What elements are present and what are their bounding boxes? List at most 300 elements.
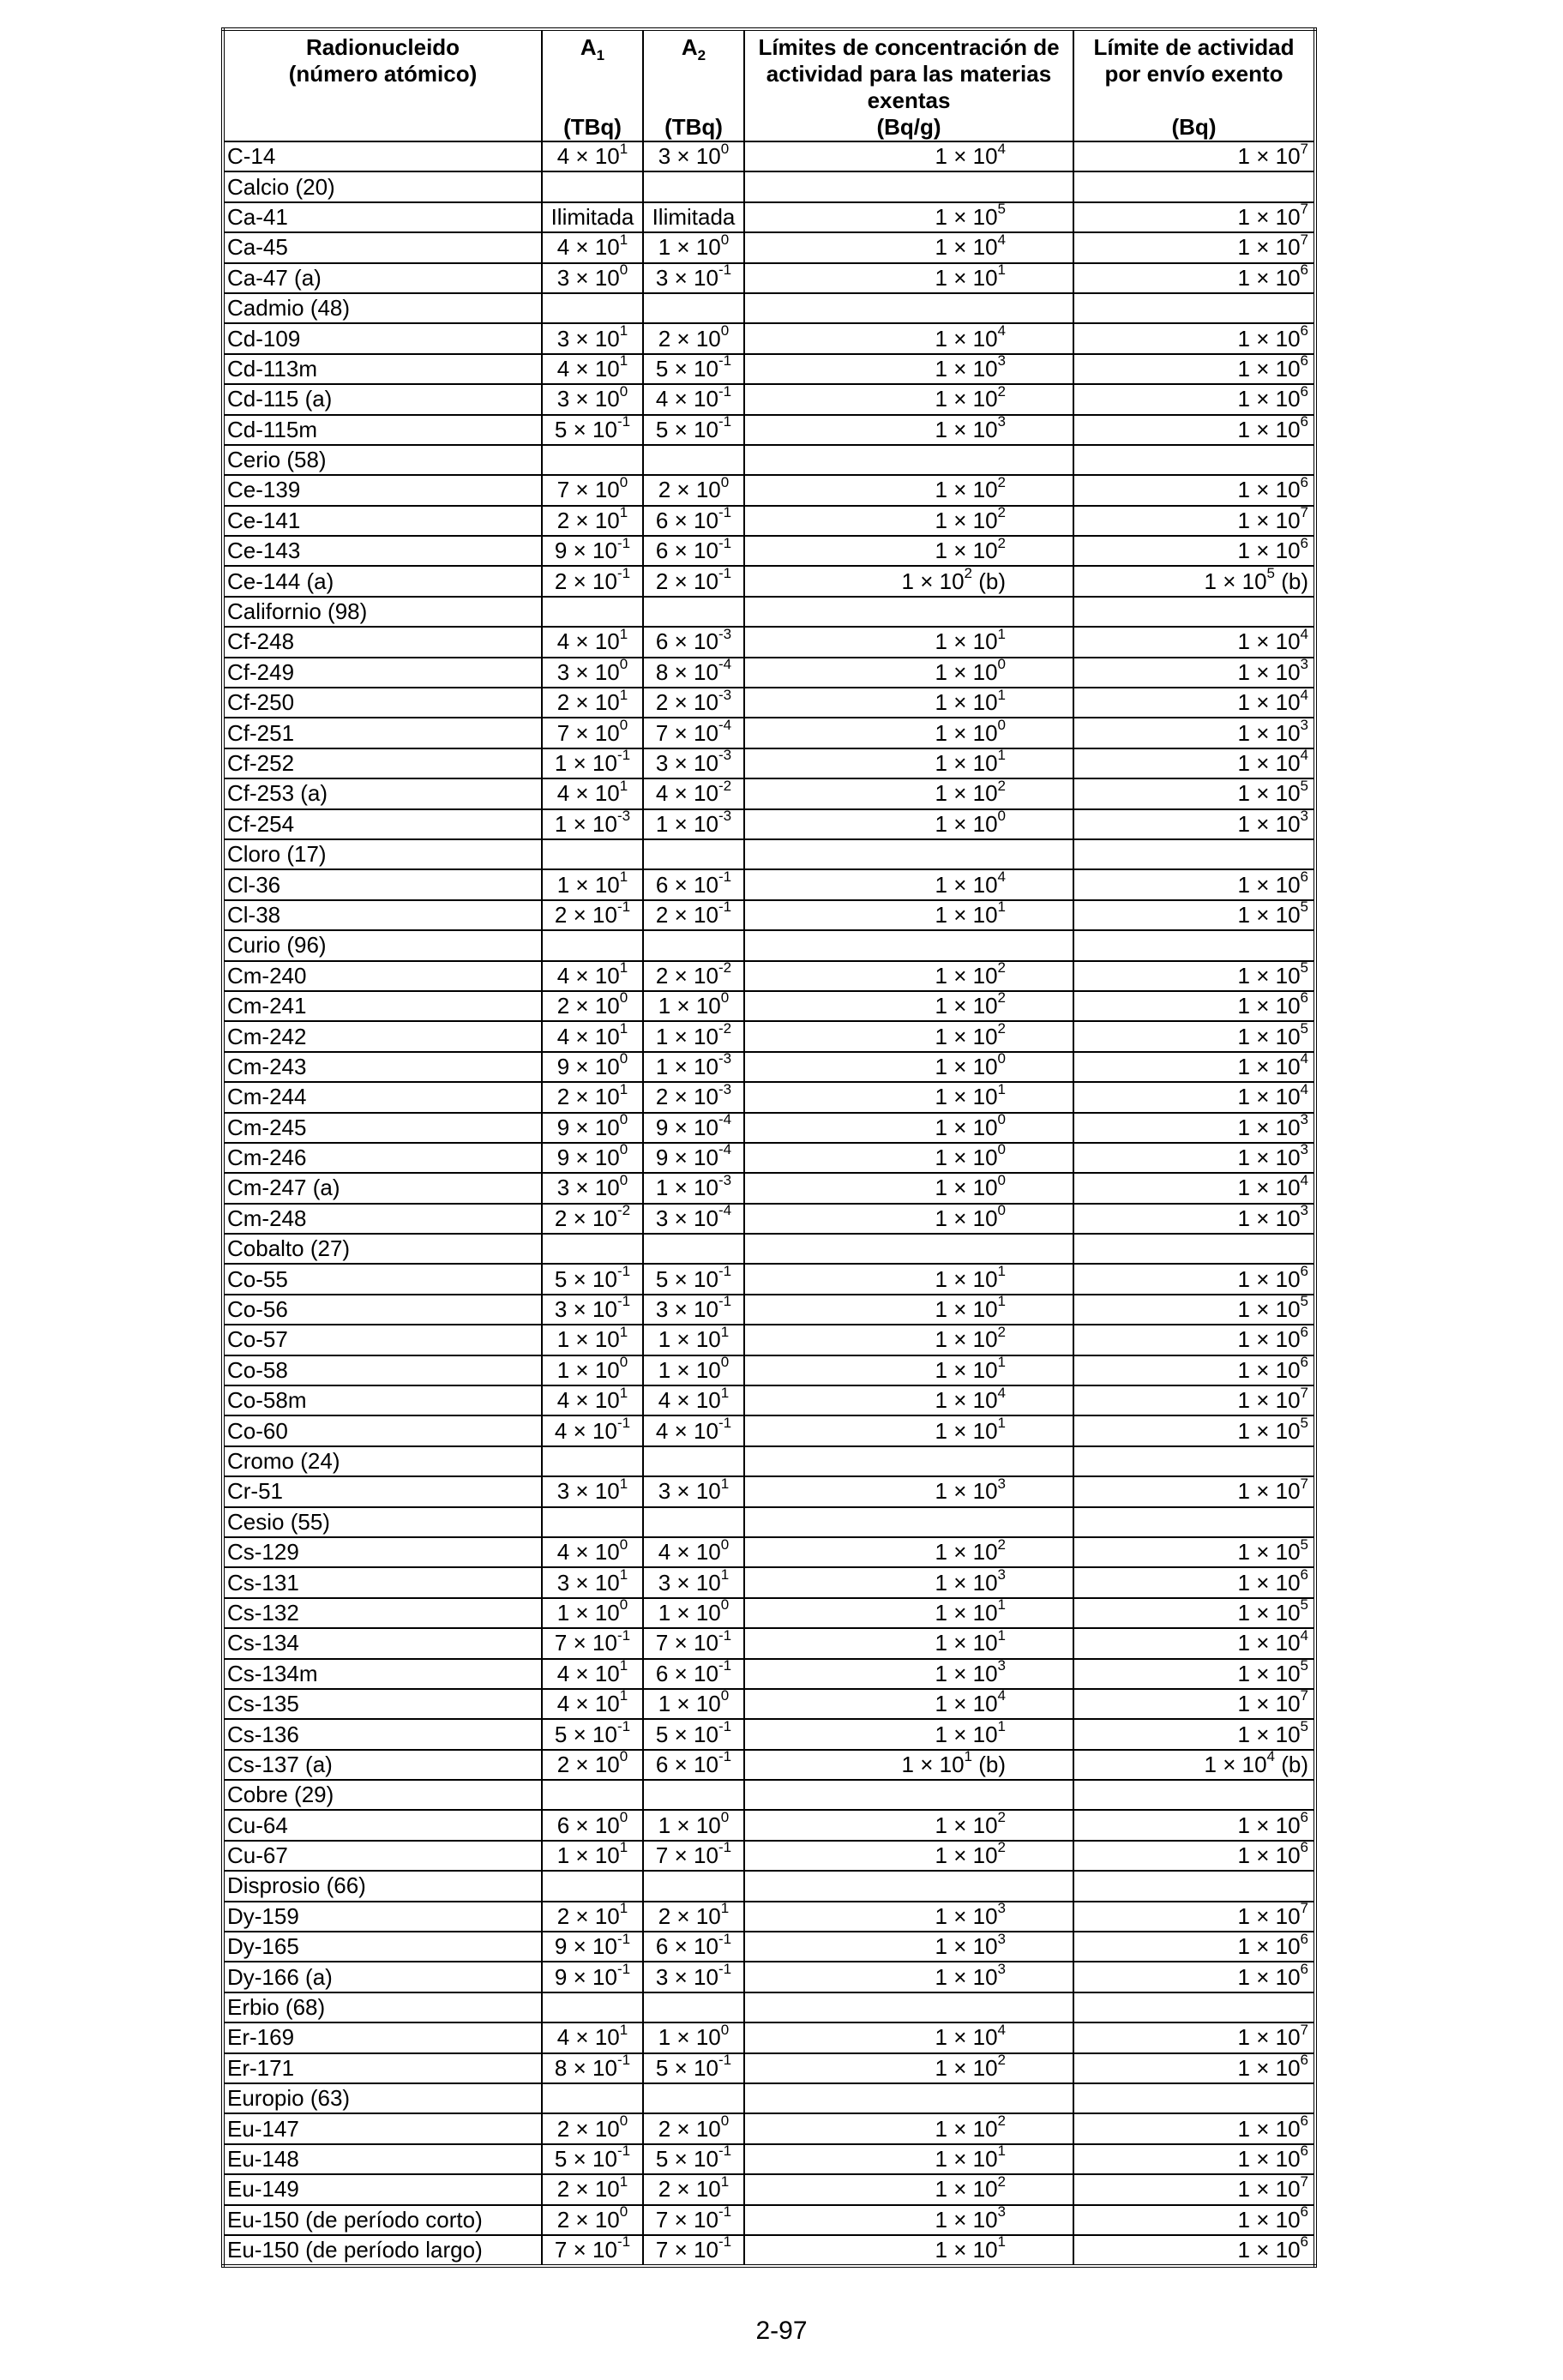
a2-cell: $1 \times 10^0$ — [643, 1689, 744, 1719]
concentration-cell: $1 \times 10^0$ — [744, 718, 1073, 748]
a1-cell — [542, 597, 643, 627]
concentration-cell — [744, 930, 1073, 960]
table-row — [223, 1567, 1315, 1597]
radionuclide-name: Er-171 — [223, 2053, 542, 2083]
a2-cell: $2 \times 10^1$ — [643, 1902, 744, 1932]
concentration-cell: $1 \times 10^3$ — [744, 1476, 1073, 1506]
activity-cell: $1 \times 10^3$ — [1073, 809, 1315, 839]
element-group-row — [223, 1234, 1315, 1264]
concentration-cell — [744, 1446, 1073, 1476]
activity-cell: $1 \times 10^6$ — [1073, 1264, 1315, 1294]
activity-cell — [1073, 2083, 1315, 2113]
element-group-name: Disprosio (66) — [223, 1871, 542, 1901]
a1-cell — [542, 445, 643, 475]
a2-cell: $3 \times 10^{-1}$ — [643, 263, 744, 293]
a2-cell: $4 \times 10^1$ — [643, 1385, 744, 1415]
radionuclide-name: Co-55 — [223, 1264, 542, 1294]
radionuclide-name: Co-57 — [223, 1325, 542, 1355]
concentration-cell: $1 \times 10^4$ — [744, 869, 1073, 899]
a1-cell — [542, 1780, 643, 1810]
a1-cell: $2 \times 10^0$ — [542, 2205, 643, 2235]
a2-cell: $1 \times 10^0$ — [643, 1598, 744, 1628]
radionuclide-name: Cs-129 — [223, 1537, 542, 1567]
a1-cell: $1 \times 10^{-1}$ — [542, 748, 643, 778]
activity-cell — [1073, 1780, 1315, 1810]
a2-cell: $2 \times 10^1$ — [643, 2174, 744, 2204]
activity-cell: $1 \times 10^6$ — [1073, 536, 1315, 566]
a2-cell: $4 \times 10^{-2}$ — [643, 778, 744, 808]
element-group-name: Europio (63) — [223, 2083, 542, 2113]
table-row — [223, 1810, 1315, 1840]
a1-cell: $7 \times 10^{-1}$ — [542, 1628, 643, 1658]
a2-cell: $2 \times 10^{-2}$ — [643, 961, 744, 991]
a1-cell: $1 \times 10^1$ — [542, 1325, 643, 1355]
concentration-cell: $1 \times 10^2$ — [744, 1841, 1073, 1871]
radionuclide-name: Dy-166 (a) — [223, 1962, 542, 1992]
table-row — [223, 1021, 1315, 1051]
a2-cell: $9 \times 10^{-4}$ — [643, 1143, 744, 1173]
activity-cell: $1 \times 10^6$ — [1073, 263, 1315, 293]
a2-cell: $3 \times 10^0$ — [643, 141, 744, 171]
a1-cell: $3 \times 10^1$ — [542, 323, 643, 353]
concentration-cell: $1 \times 10^2$ (b) — [744, 566, 1073, 596]
a2-cell — [643, 1871, 744, 1901]
activity-cell: $1 \times 10^7$ — [1073, 141, 1315, 171]
table-row — [223, 536, 1315, 566]
a1-cell: $2 \times 10^0$ — [542, 1750, 643, 1780]
element-group-name: Cloro (17) — [223, 839, 542, 869]
table-row — [223, 354, 1315, 384]
a2-cell — [643, 2083, 744, 2113]
table-row — [223, 2053, 1315, 2083]
activity-cell: $1 \times 10^4$ — [1073, 1052, 1315, 1082]
activity-cell: $1 \times 10^4$ — [1073, 1628, 1315, 1658]
a2-cell: $5 \times 10^{-1}$ — [643, 415, 744, 445]
concentration-cell: $1 \times 10^4$ — [744, 2022, 1073, 2052]
radionuclide-name: Cs-134 — [223, 1628, 542, 1658]
a1-cell: $2 \times 10^1$ — [542, 1082, 643, 1112]
header-a1-unit: (TBq) — [563, 114, 622, 140]
concentration-cell: $1 \times 10^1$ — [744, 627, 1073, 657]
radionuclide-name: Cs-134m — [223, 1659, 542, 1689]
a2-cell: $3 \times 10^1$ — [643, 1567, 744, 1597]
table-row — [223, 415, 1315, 445]
activity-cell: $1 \times 10^6$ — [1073, 1325, 1315, 1355]
activity-cell: $1 \times 10^7$ — [1073, 2174, 1315, 2204]
table-row — [223, 1173, 1315, 1203]
a2-cell: $2 \times 10^{-1}$ — [643, 900, 744, 930]
element-group-row — [223, 1871, 1315, 1901]
header-a1 — [542, 29, 643, 141]
a1-cell: $3 \times 10^1$ — [542, 1567, 643, 1597]
a1-cell — [542, 1446, 643, 1476]
radionuclide-name: Eu-147 — [223, 2113, 542, 2143]
radionuclide-name: Cd-109 — [223, 323, 542, 353]
element-group-name: Curio (96) — [223, 930, 542, 960]
concentration-cell — [744, 1780, 1073, 1810]
table-row — [223, 1415, 1315, 1445]
header-a1-label: $A_1$ — [580, 34, 605, 64]
activity-cell: $1 \times 10^6$ — [1073, 323, 1315, 353]
activity-cell — [1073, 597, 1315, 627]
table-row — [223, 1537, 1315, 1567]
a1-cell — [542, 1507, 643, 1537]
a1-cell — [542, 293, 643, 323]
radionuclide-name: Eu-149 — [223, 2174, 542, 2204]
radionuclide-name: Cs-135 — [223, 1689, 542, 1719]
a2-cell: $2 \times 10^{-3}$ — [643, 688, 744, 718]
table-row — [223, 1902, 1315, 1932]
a2-cell: $6 \times 10^{-1}$ — [643, 1750, 744, 1780]
activity-cell: $1 \times 10^6$ — [1073, 991, 1315, 1021]
a2-cell: $6 \times 10^{-1}$ — [643, 869, 744, 899]
radionuclide-name: Co-56 — [223, 1295, 542, 1325]
radionuclide-name: Cs-131 — [223, 1567, 542, 1597]
a1-cell: $1 \times 10^1$ — [542, 869, 643, 899]
table-row — [223, 1204, 1315, 1234]
a1-cell: $2 \times 10^{-1}$ — [542, 900, 643, 930]
table-row — [223, 991, 1315, 1021]
radionuclide-name: Co-58 — [223, 1355, 542, 1385]
a1-cell: $4 \times 10^1$ — [542, 354, 643, 384]
table-row — [223, 384, 1315, 414]
concentration-cell: $1 \times 10^4$ — [744, 1385, 1073, 1415]
table-row — [223, 718, 1315, 748]
activity-cell: $1 \times 10^3$ — [1073, 718, 1315, 748]
a1-cell: $2 \times 10^1$ — [542, 506, 643, 536]
table-row — [223, 748, 1315, 778]
a2-cell: $5 \times 10^{-1}$ — [643, 2144, 744, 2174]
activity-cell: $1 \times 10^6$ — [1073, 2205, 1315, 2235]
a2-cell — [643, 930, 744, 960]
a2-cell: $3 \times 10^1$ — [643, 1476, 744, 1506]
activity-cell: $1 \times 10^6$ — [1073, 1932, 1315, 1962]
radionuclide-name: Cm-247 (a) — [223, 1173, 542, 1203]
activity-cell: $1 \times 10^7$ — [1073, 506, 1315, 536]
radionuclide-name: Ca-45 — [223, 232, 542, 262]
radionuclide-name: Dy-165 — [223, 1932, 542, 1962]
concentration-cell: $1 \times 10^1$ — [744, 2144, 1073, 2174]
concentration-cell: $1 \times 10^3$ — [744, 1659, 1073, 1689]
a2-cell: $5 \times 10^{-1}$ — [643, 1264, 744, 1294]
element-group-name: Cobalto (27) — [223, 1234, 542, 1264]
activity-cell: $1 \times 10^5$ — [1073, 1659, 1315, 1689]
radionuclide-name: Dy-159 — [223, 1902, 542, 1932]
a1-cell: $4 \times 10^1$ — [542, 778, 643, 808]
a2-cell — [643, 445, 744, 475]
activity-cell: $1 \times 10^6$ — [1073, 475, 1315, 505]
concentration-cell: $1 \times 10^4$ — [744, 1689, 1073, 1719]
a2-cell: $3 \times 10^{-1}$ — [643, 1295, 744, 1325]
header-a2 — [643, 29, 744, 141]
element-group-name: Cesio (55) — [223, 1507, 542, 1537]
header-activity-unit: (Bq) — [1171, 114, 1217, 140]
activity-cell: $1 \times 10^6$ — [1073, 1355, 1315, 1385]
a2-cell: $1 \times 10^{-3}$ — [643, 1173, 744, 1203]
table-row — [223, 2174, 1315, 2204]
activity-cell: $1 \times 10^4$ — [1073, 748, 1315, 778]
concentration-cell: $1 \times 10^1$ — [744, 748, 1073, 778]
radionuclide-name: Ca-41 — [223, 202, 542, 232]
a2-cell: $1 \times 10^0$ — [643, 232, 744, 262]
activity-cell: $1 \times 10^7$ — [1073, 202, 1315, 232]
header-radionuclide — [223, 29, 542, 141]
header-radionuclide-line2: (número atómico) — [288, 61, 478, 87]
a2-cell: $2 \times 10^{-1}$ — [643, 566, 744, 596]
table-row — [223, 2113, 1315, 2143]
a2-cell: $2 \times 10^0$ — [643, 323, 744, 353]
a2-cell: $7 \times 10^{-4}$ — [643, 718, 744, 748]
a2-cell: $4 \times 10^0$ — [643, 1537, 744, 1567]
activity-cell: $1 \times 10^5$ — [1073, 900, 1315, 930]
element-group-name: Erbio (68) — [223, 1992, 542, 2022]
a2-cell: $4 \times 10^{-1}$ — [643, 384, 744, 414]
table-row — [223, 506, 1315, 536]
table-row — [223, 141, 1315, 171]
concentration-cell: $1 \times 10^1$ — [744, 1415, 1073, 1445]
activity-cell — [1073, 171, 1315, 201]
a2-cell — [643, 1234, 744, 1264]
a2-cell: $8 \times 10^{-4}$ — [643, 658, 744, 688]
activity-cell: $1 \times 10^5$ — [1073, 1021, 1315, 1051]
a1-cell: $4 \times 10^{-1}$ — [542, 1415, 643, 1445]
table-row — [223, 1143, 1315, 1173]
radionuclide-name: Er-169 — [223, 2022, 542, 2052]
activity-cell — [1073, 1992, 1315, 2022]
concentration-cell: $1 \times 10^1$ — [744, 1719, 1073, 1749]
radionuclide-name: Cf-248 — [223, 627, 542, 657]
a1-cell: $2 \times 10^1$ — [542, 688, 643, 718]
a1-cell: $3 \times 10^1$ — [542, 1476, 643, 1506]
a1-cell: $3 \times 10^{-1}$ — [542, 1295, 643, 1325]
radionuclide-name: Ce-141 — [223, 506, 542, 536]
concentration-cell: $1 \times 10^2$ — [744, 506, 1073, 536]
a2-cell: $6 \times 10^{-3}$ — [643, 627, 744, 657]
a1-cell: $4 \times 10^1$ — [542, 1385, 643, 1415]
a1-cell: $4 \times 10^1$ — [542, 627, 643, 657]
a2-cell: $7 \times 10^{-1}$ — [643, 1628, 744, 1658]
concentration-cell: $1 \times 10^1$ — [744, 263, 1073, 293]
concentration-cell: $1 \times 10^2$ — [744, 1325, 1073, 1355]
concentration-cell — [744, 171, 1073, 201]
a1-cell: $4 \times 10^0$ — [542, 1537, 643, 1567]
a2-cell: $3 \times 10^{-3}$ — [643, 748, 744, 778]
a1-cell: $5 \times 10^{-1}$ — [542, 2144, 643, 2174]
element-group-row — [223, 1780, 1315, 1810]
concentration-cell: $1 \times 10^2$ — [744, 475, 1073, 505]
a2-cell: $7 \times 10^{-1}$ — [643, 1841, 744, 1871]
table-row — [223, 263, 1315, 293]
activity-cell: $1 \times 10^5$ — [1073, 961, 1315, 991]
a2-cell: $7 \times 10^{-1}$ — [643, 2235, 744, 2266]
a1-cell — [542, 930, 643, 960]
a1-cell: $4 \times 10^1$ — [542, 1689, 643, 1719]
concentration-cell: $1 \times 10^2$ — [744, 536, 1073, 566]
element-group-row — [223, 171, 1315, 201]
header-concentration-text: Límites de concentración de actividad para las materias exentas — [758, 34, 1060, 113]
table-row — [223, 1052, 1315, 1082]
a2-cell: $6 \times 10^{-1}$ — [643, 506, 744, 536]
activity-cell: $1 \times 10^4$ — [1073, 627, 1315, 657]
a1-cell — [542, 1992, 643, 2022]
concentration-cell: $1 \times 10^3$ — [744, 1567, 1073, 1597]
activity-cell: $1 \times 10^6$ — [1073, 2053, 1315, 2083]
table-row — [223, 475, 1315, 505]
header-a2-label: $A_2$ — [681, 34, 706, 64]
radionuclide-name: Cm-248 — [223, 1204, 542, 1234]
concentration-cell — [744, 293, 1073, 323]
a1-cell: Ilimitada — [542, 202, 643, 232]
table-row — [223, 566, 1315, 596]
element-group-row — [223, 597, 1315, 627]
concentration-cell — [744, 597, 1073, 627]
a1-cell: $5 \times 10^{-1}$ — [542, 1264, 643, 1294]
a1-cell: $1 \times 10^{-3}$ — [542, 809, 643, 839]
radionuclide-name: Co-60 — [223, 1415, 542, 1445]
activity-cell: $1 \times 10^7$ — [1073, 232, 1315, 262]
element-group-row — [223, 1446, 1315, 1476]
element-group-name: Cobre (29) — [223, 1780, 542, 1810]
activity-cell — [1073, 445, 1315, 475]
concentration-cell: $1 \times 10^4$ — [744, 141, 1073, 171]
table-row — [223, 1628, 1315, 1658]
radionuclide-name: Cf-251 — [223, 718, 542, 748]
activity-cell: $1 \times 10^5$ — [1073, 1295, 1315, 1325]
activity-cell: $1 \times 10^7$ — [1073, 1476, 1315, 1506]
a2-cell — [643, 1446, 744, 1476]
table-row — [223, 202, 1315, 232]
concentration-cell: $1 \times 10^3$ — [744, 354, 1073, 384]
table-row — [223, 1598, 1315, 1628]
a1-cell: $2 \times 10^{-2}$ — [542, 1204, 643, 1234]
a1-cell: $5 \times 10^{-1}$ — [542, 415, 643, 445]
a1-cell: $7 \times 10^0$ — [542, 718, 643, 748]
a2-cell: $2 \times 10^{-3}$ — [643, 1082, 744, 1112]
element-group-row — [223, 1992, 1315, 2022]
concentration-cell: $1 \times 10^2$ — [744, 384, 1073, 414]
table-row — [223, 778, 1315, 808]
radionuclide-name: C-14 — [223, 141, 542, 171]
radionuclide-name: Cd-113m — [223, 354, 542, 384]
activity-cell — [1073, 839, 1315, 869]
table-row — [223, 961, 1315, 991]
a1-cell: $4 \times 10^1$ — [542, 961, 643, 991]
activity-cell: $1 \times 10^3$ — [1073, 1113, 1315, 1143]
a2-cell: $1 \times 10^0$ — [643, 2022, 744, 2052]
a2-cell — [643, 171, 744, 201]
activity-cell: $1 \times 10^5$ — [1073, 1415, 1315, 1445]
concentration-cell: $1 \times 10^3$ — [744, 1962, 1073, 1992]
a1-cell: $2 \times 10^1$ — [542, 2174, 643, 2204]
a1-cell — [542, 1871, 643, 1901]
activity-cell: $1 \times 10^5$ — [1073, 1537, 1315, 1567]
a1-cell: $6 \times 10^0$ — [542, 1810, 643, 1840]
table-row — [223, 1476, 1315, 1506]
radionuclide-name: Cf-250 — [223, 688, 542, 718]
radionuclide-name: Eu-150 (de período largo) — [223, 2235, 542, 2266]
radionuclide-name: Cm-245 — [223, 1113, 542, 1143]
a2-cell: $1 \times 10^1$ — [643, 1325, 744, 1355]
a2-cell: $1 \times 10^{-3}$ — [643, 809, 744, 839]
activity-cell: $1 \times 10^7$ — [1073, 2022, 1315, 2052]
activity-cell: $1 \times 10^4$ — [1073, 1082, 1315, 1112]
a2-cell: $1 \times 10^0$ — [643, 1355, 744, 1385]
activity-cell: $1 \times 10^7$ — [1073, 1385, 1315, 1415]
table-row — [223, 1659, 1315, 1689]
a1-cell: $3 \times 10^0$ — [542, 658, 643, 688]
table-row — [223, 1962, 1315, 1992]
a1-cell: $7 \times 10^{-1}$ — [542, 2235, 643, 2266]
activity-cell: $1 \times 10^7$ — [1073, 1689, 1315, 1719]
concentration-cell: $1 \times 10^1$ — [744, 688, 1073, 718]
activity-cell: $1 \times 10^6$ — [1073, 1810, 1315, 1840]
a2-cell: $3 \times 10^{-4}$ — [643, 1204, 744, 1234]
concentration-cell: $1 \times 10^0$ — [744, 1173, 1073, 1203]
activity-cell: $1 \times 10^5$ — [1073, 778, 1315, 808]
concentration-cell: $1 \times 10^5$ — [744, 202, 1073, 232]
table-row — [223, 688, 1315, 718]
table-row — [223, 1082, 1315, 1112]
concentration-cell — [744, 2083, 1073, 2113]
a1-cell: $1 \times 10^0$ — [542, 1598, 643, 1628]
radionuclide-table-container — [221, 27, 1314, 2268]
a1-cell: $1 \times 10^1$ — [542, 1841, 643, 1871]
concentration-cell: $1 \times 10^3$ — [744, 415, 1073, 445]
table-row — [223, 809, 1315, 839]
radionuclide-name: Cd-115m — [223, 415, 542, 445]
concentration-cell: $1 \times 10^2$ — [744, 1021, 1073, 1051]
concentration-cell: $1 \times 10^2$ — [744, 2174, 1073, 2204]
table-row — [223, 1264, 1315, 1294]
a1-cell: $3 \times 10^0$ — [542, 263, 643, 293]
table-row — [223, 1841, 1315, 1871]
table-row — [223, 1719, 1315, 1749]
a1-cell: $4 \times 10^1$ — [542, 1021, 643, 1051]
a2-cell: $1 \times 10^{-2}$ — [643, 1021, 744, 1051]
radionuclide-name: Eu-148 — [223, 2144, 542, 2174]
element-group-row — [223, 1507, 1315, 1537]
element-group-row — [223, 839, 1315, 869]
a2-cell: $2 \times 10^0$ — [643, 2113, 744, 2143]
concentration-cell: $1 \times 10^1$ — [744, 1628, 1073, 1658]
table-row — [223, 1689, 1315, 1719]
a1-cell: $9 \times 10^0$ — [542, 1143, 643, 1173]
a1-cell: $5 \times 10^{-1}$ — [542, 1719, 643, 1749]
activity-cell — [1073, 930, 1315, 960]
table-row — [223, 1355, 1315, 1385]
header-concentration — [744, 29, 1073, 141]
table-row — [223, 627, 1315, 657]
a1-cell — [542, 839, 643, 869]
concentration-cell — [744, 839, 1073, 869]
radionuclide-name: Ce-144 (a) — [223, 566, 542, 596]
radionuclide-name: Cm-243 — [223, 1052, 542, 1082]
radionuclide-name: Cd-115 (a) — [223, 384, 542, 414]
table-row — [223, 658, 1315, 688]
a2-cell: Ilimitada — [643, 202, 744, 232]
table-row — [223, 1932, 1315, 1962]
activity-cell: $1 \times 10^6$ — [1073, 354, 1315, 384]
activity-cell: $1 \times 10^6$ — [1073, 1841, 1315, 1871]
activity-cell: $1 \times 10^4$ — [1073, 688, 1315, 718]
radionuclide-name: Cl-36 — [223, 869, 542, 899]
a1-cell: $9 \times 10^0$ — [542, 1113, 643, 1143]
a2-cell: $4 \times 10^{-1}$ — [643, 1415, 744, 1445]
table-row — [223, 869, 1315, 899]
a2-cell — [643, 839, 744, 869]
a2-cell — [643, 1992, 744, 2022]
a1-cell: $2 \times 10^0$ — [542, 2113, 643, 2143]
